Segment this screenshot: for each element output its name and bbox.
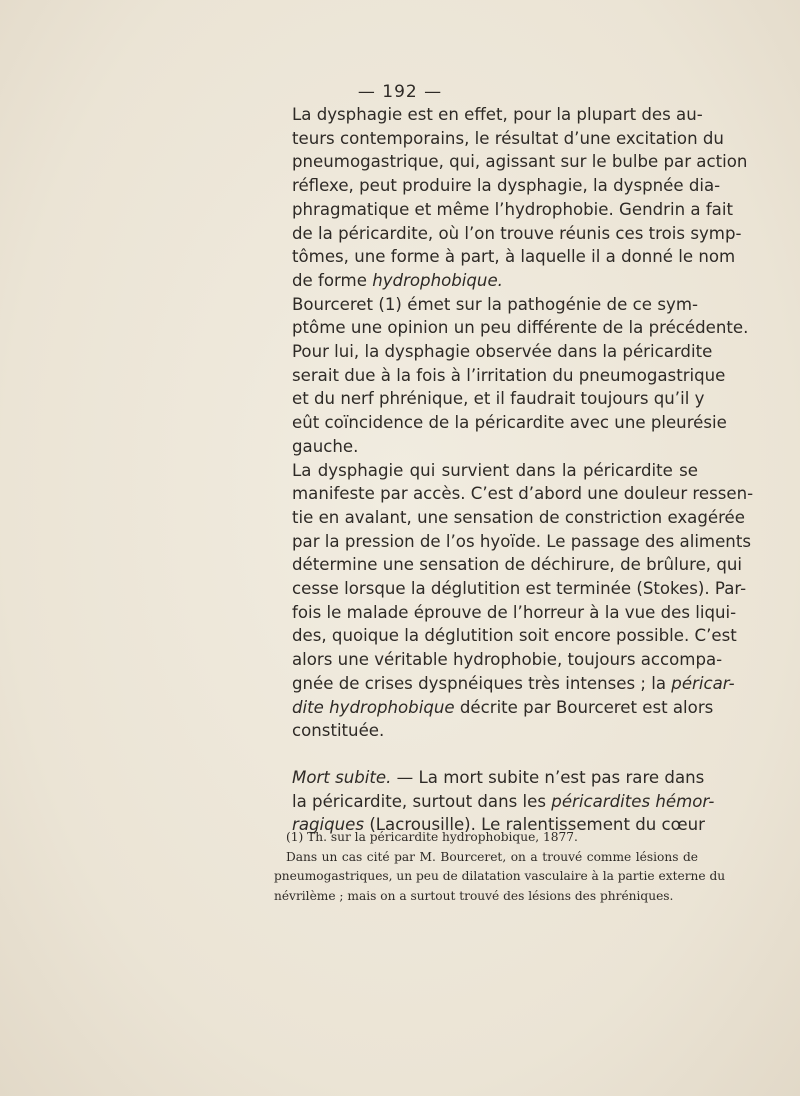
footnote-line: (1) Th. sur la péricardite hydrophobique, 1877. [286,830,578,844]
text-line: détermine une sensation de déchirure, de brûlure, qui [292,555,742,575]
text-line: réflexe, peut produire la dysphagie, la dyspnée dia- [292,176,721,196]
text-run: (Lacrousille). Le ralentissement du cœur [369,815,705,835]
italic-term: hydrophobique. [372,270,503,290]
paragraph-dysphagia-cause [274,103,748,293]
italic-term: ragiques [292,815,365,835]
text-line: cesse lorsque la déglutition est terminée (Stokes). Par- [292,579,747,599]
page-number: — 192 — [357,82,443,102]
section-gap [274,743,698,766]
text-line: pneumogastrique, qui, agissant sur le bulbe par action [292,152,748,172]
main-text [274,103,754,837]
text-line: Bourceret (1) émet sur la pathogénie de ce sym- [292,294,698,314]
text-run: de forme [292,270,367,290]
footnote-line: pneumogastriques, un peu de dilatation vasculaire à la partie externe du [274,869,726,883]
text-run: décrite par Bourceret est alors [459,697,714,717]
text-line [274,696,714,720]
text-line: alors une véritable hydrophobie, toujours accompa- [292,650,723,670]
text-line: par la pression de l’os hyoïde. Le passage des aliments [292,531,751,551]
text-line: eût coïncidence de la péricardite avec une pleurésie [292,413,727,433]
text-run: la péricardite, surtout dans les [292,791,547,811]
footnote-line: névrilème ; mais on a surtout trouvé des lésions des phréniques. [274,888,674,903]
text-line: ptôme une opinion un peu différente de la précédente. [292,318,749,338]
text-line: constituée. [292,721,385,741]
text-line: teurs contemporains, le résultat d’une excitation du [292,128,724,148]
text-line: La dysphagie est en effet, pour la plupart des au- [292,105,703,124]
footnotes [274,828,726,906]
paragraph-bourceret-opinion [274,293,749,459]
text-line: gauche. [292,436,359,456]
italic-term: péricar- [671,673,735,693]
text-line: et du nerf phrénique, et il faudrait toujours qu’il y [292,389,705,409]
text-line [274,672,735,696]
paragraph-dysphagia-symptoms [274,459,754,743]
text-run: — La mort subite n’est pas rare dans [396,767,705,787]
text-run: gnée de crises dyspnéiques très intenses ; la [292,673,667,693]
text-line: phragmatique et même l’hydrophobie. Gendrin a fait [292,199,733,219]
text-line: Pour lui, la dysphagie observée dans la péricardite [292,342,713,362]
text-line: tie en avalant, une sensation de constriction exagérée [292,507,745,527]
paragraph-sudden-death [274,766,715,837]
text-line: manifeste par accès. C’est d’abord une douleur ressen- [292,484,754,504]
italic-term: péricardites hémor- [551,791,715,811]
text-line: La dysphagie qui survient dans la péricardite se [292,460,698,480]
text-line [274,766,705,790]
text-line: de la péricardite, où l’on trouve réunis ces trois symp- [292,223,742,243]
text-line: serait due à la fois à l’irritation du pneumogastrique [292,365,726,385]
text-line [274,269,698,293]
text-line: des, quoique la déglutition soit encore possible. C’est [292,626,737,646]
italic-term: dite hydrophobique [292,697,455,717]
text-line: tômes, une forme à part, à laquelle il a donné le nom [292,247,736,267]
text-line [274,790,715,814]
footnote-line: Dans un cas cité par M. Bourceret, on a trouvé comme lésions de [286,849,698,864]
text-line: fois le malade éprouve de l’horreur à la vue des liqui- [292,602,737,622]
section-heading: Mort subite. [292,767,392,787]
